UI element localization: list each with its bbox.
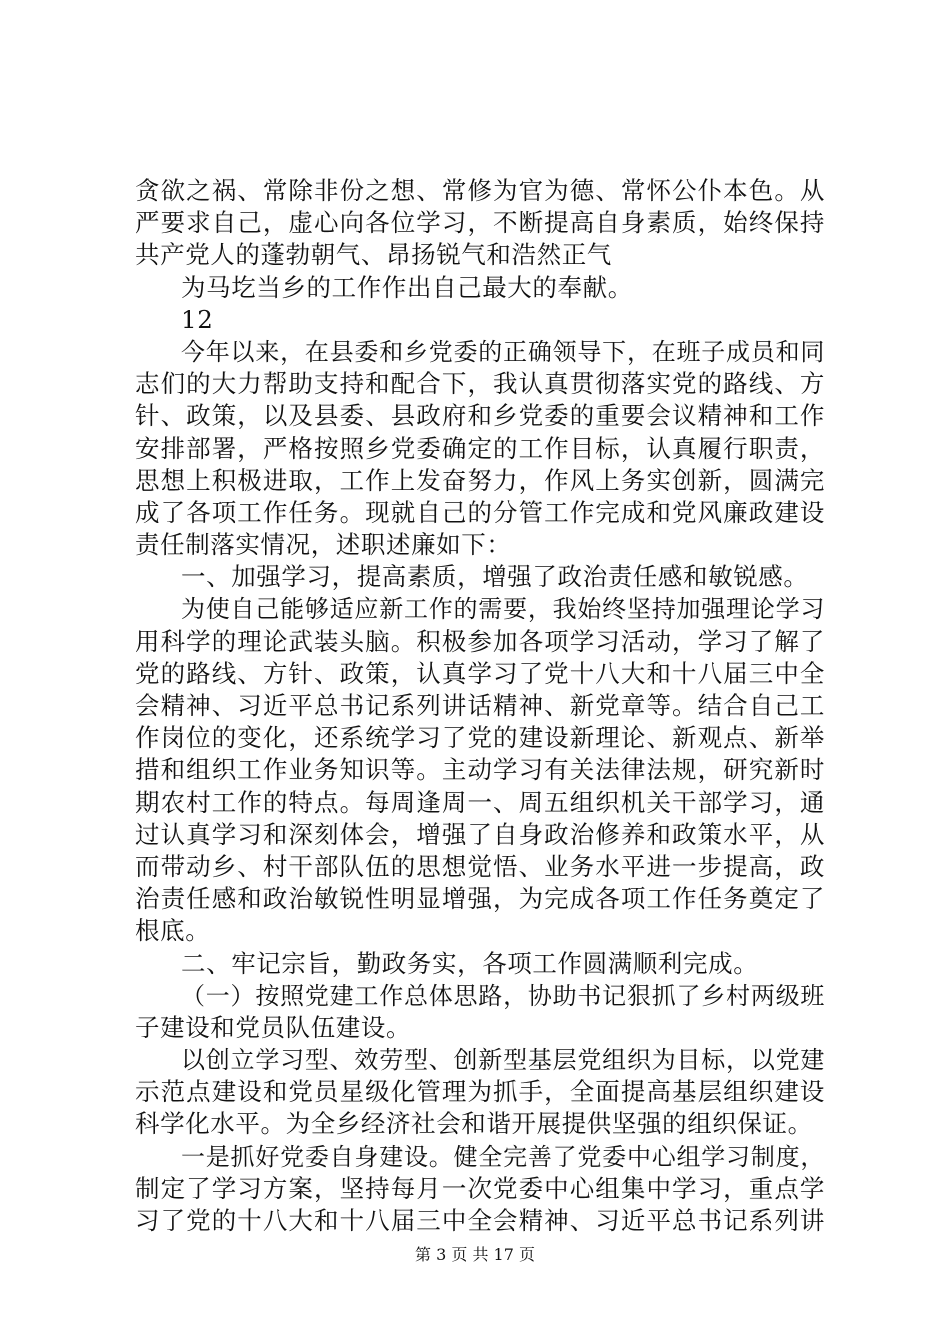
text-line: 二、牢记宗旨，勤政务实，各项工作圆满顺利完成。	[181, 948, 759, 978]
text-line: 过认真学习和深刻体会，增强了自身政治修养和政策水平，从	[135, 819, 825, 849]
text-line: 责任制落实情况，述职述廉如下：	[135, 530, 512, 560]
text-line: 志们的大力帮助支持和配合下，我认真贯彻落实党的路线、方	[135, 369, 825, 399]
document-body	[135, 175, 825, 1237]
page-footer: 第 3 页 共 17 页	[415, 1245, 535, 1264]
text-line: 制定了学习方案，坚持每月一次党委中心组集中学习，重点学	[135, 1173, 825, 1203]
text-line: 习了党的十八大和十八届三中全会精神、习近平总书记系列讲	[135, 1206, 825, 1235]
text-line: 一是抓好党委自身建设。健全完善了党委中心组学习制度，	[181, 1142, 825, 1171]
text-line: 措和组织工作业务知识等。主动学习有关法律法规，研究新时	[135, 755, 825, 785]
text-line: 成了各项工作任务。现就自己的分管工作完成和党风廉政建设	[135, 497, 825, 527]
text-line: 根底。	[135, 916, 211, 946]
text-line: 针、政策，以及县委、县政府和乡党委的重要会议精神和工作	[135, 401, 825, 431]
text-line: 为使自己能够适应新工作的需要，我始终坚持加强理论学习	[181, 595, 825, 624]
text-line: 一、加强学习，提高素质，增强了政治责任感和敏锐感。	[181, 562, 809, 592]
text-line: 安排部署，严格按照乡党委确定的工作目标，认真履行职责，	[135, 433, 825, 463]
text-line: 子建设和党员队伍建设。	[135, 1012, 412, 1042]
text-line: 会精神、习近平总书记系列讲话精神、新党章等。结合自己工	[135, 691, 825, 720]
text-line: 用科学的理论武装头脑。积极参加各项学习活动，学习了解了	[135, 626, 825, 656]
text-line: 期农村工作的特点。每周逢周一、周五组织机关干部学习，通	[135, 787, 825, 817]
text-line: 治责任感和政治敏锐性明显增强，为完成各项工作任务奠定了	[135, 884, 825, 914]
text-line: 共产党人的蓬勃朝气、昂扬锐气和浩然正气	[135, 240, 612, 270]
text-line: 示范点建设和党员星级化管理为抓手，全面提高基层组织建设	[135, 1077, 825, 1107]
text-line: 12	[181, 304, 214, 334]
text-line: 贪欲之祸、常除非份之想、常修为官为德、常怀公仆本色。从	[135, 176, 825, 205]
text-line: 今年以来，在县委和乡党委的正确领导下，在班子成员和同	[181, 337, 825, 366]
text-line: 而带动乡、村干部队伍的思想觉悟、业务水平进一步提高，政	[135, 851, 825, 881]
text-line: 为马圪当乡的工作作出自己最大的奉献。	[181, 272, 633, 302]
text-line: 思想上积极进取，工作上发奋努力，作风上务实创新，圆满完	[135, 465, 825, 495]
text-line: 以创立学习型、效劳型、创新型基层党组织为目标，以党建	[181, 1046, 825, 1075]
text-line: 作岗位的变化，还系统学习了党的建设新理论、新观点、新举	[135, 723, 825, 753]
text-line: 党的路线、方针、政策，认真学习了党十八大和十八届三中全	[135, 658, 825, 688]
text-line: 科学化水平。为全乡经济社会和谐开展提供坚强的组织保证。	[135, 1109, 813, 1139]
text-line: 严要求自己，虚心向各位学习，不断提高自身素质，始终保持	[135, 208, 825, 238]
text-line: （一）按照党建工作总体思路，协助书记狠抓了乡村两级班	[181, 981, 825, 1010]
